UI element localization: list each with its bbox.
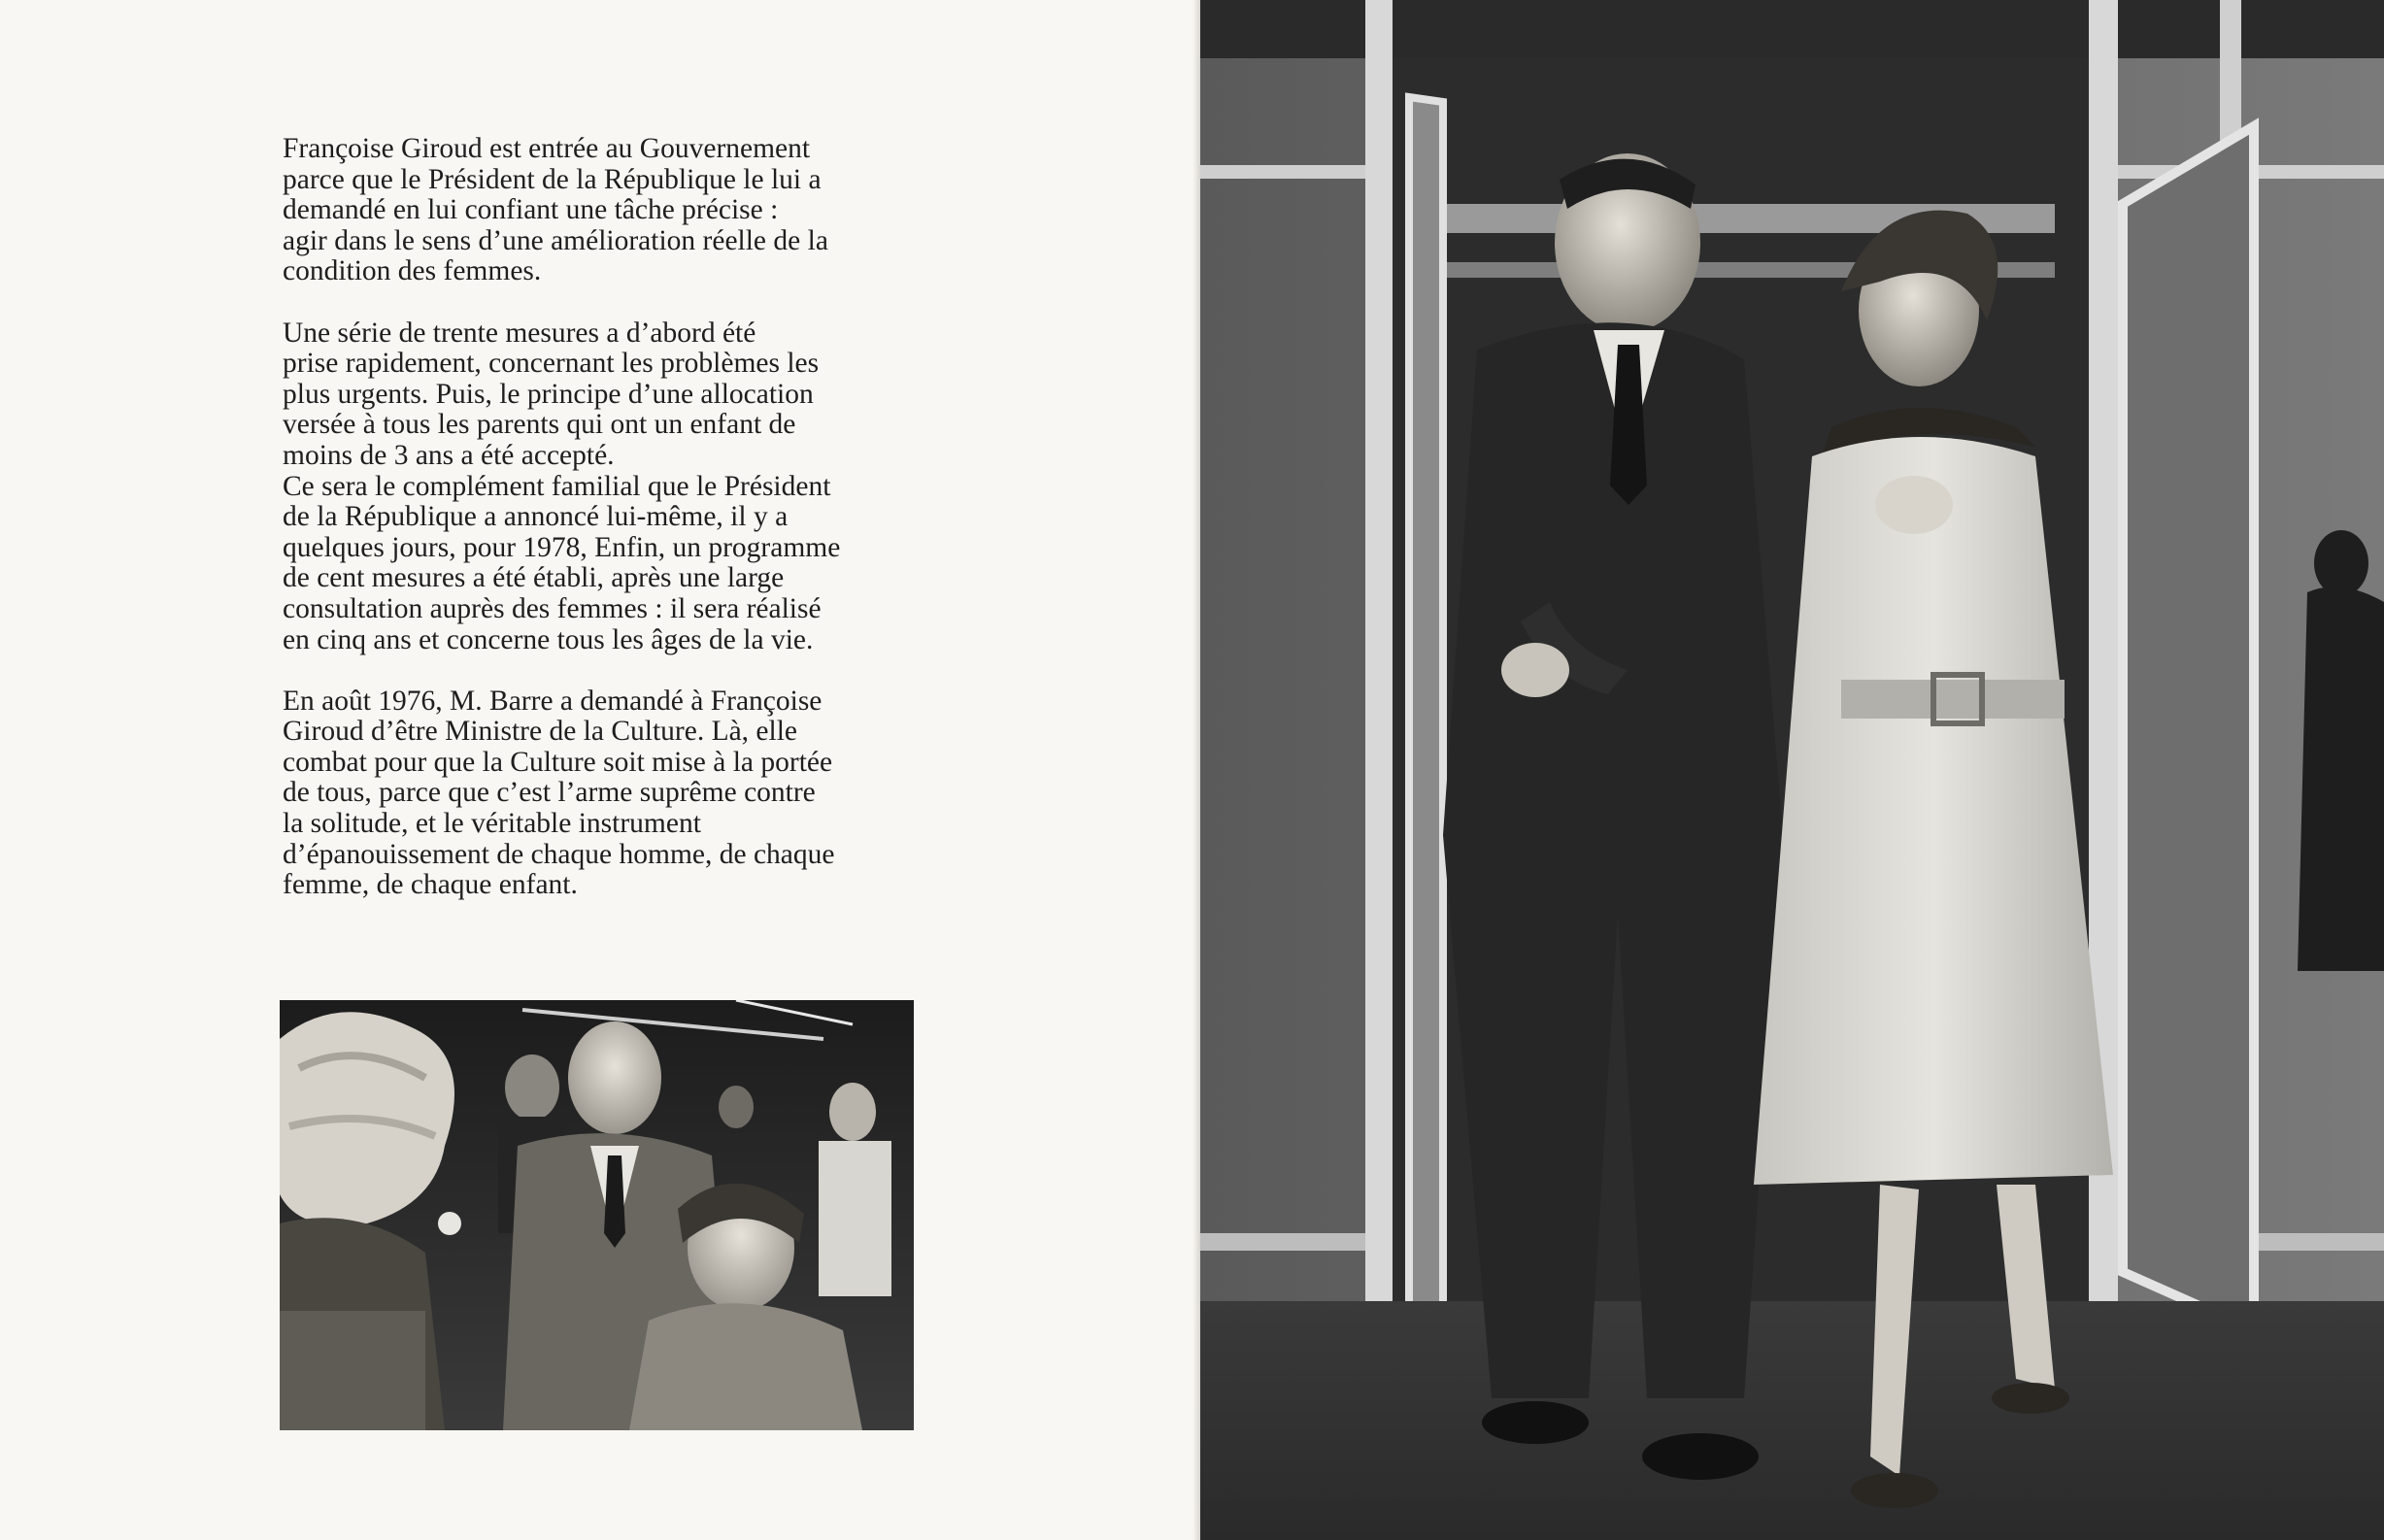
text-line: d’épanouissement de chaque homme, de chaque xyxy=(283,838,835,870)
text-line: Une série de trente mesures a d’abord été xyxy=(283,317,756,349)
text-line: la solitude, et le véritable instrument xyxy=(283,808,701,840)
paragraph-2 xyxy=(283,318,962,656)
text-line: en cinq ans et concerne tous les âges de la vie. xyxy=(283,623,814,655)
body-text xyxy=(283,134,962,931)
text-line: parce que le Président de la République le lui a xyxy=(283,163,822,195)
text-line: demandé en lui confiant une tâche précise : xyxy=(283,194,779,226)
text-line: prise rapidement, concernant les problèmes les xyxy=(283,348,820,380)
text-line: de tous, parce que c’est l’arme suprême contre xyxy=(283,777,816,809)
paragraph-3 xyxy=(283,686,962,901)
text-line: de la République a annoncé lui-même, il y a xyxy=(283,501,789,533)
text-line: moins de 3 ans a été accepté. xyxy=(283,439,615,471)
text-line: quelques jours, pour 1978, Enfin, un programme xyxy=(283,531,841,563)
doorway-photo-illustration xyxy=(1200,0,2384,1540)
text-line: condition des femmes. xyxy=(283,255,542,287)
crowd-photo xyxy=(280,1000,914,1430)
text-line: femme, de chaque enfant. xyxy=(283,869,578,901)
text-line: Françoise Giroud est entrée au Gouvernement xyxy=(283,133,811,164)
crowd-photo-illustration xyxy=(280,1000,914,1430)
text-line: Ce sera le complément familial que le Président xyxy=(283,470,831,502)
doorway-photo xyxy=(1200,0,2384,1540)
text-line: de cent mesures a été établi, après une large xyxy=(283,562,785,594)
text-line: versée à tous les parents qui ont un enfant de xyxy=(283,409,796,441)
page-fold xyxy=(1192,0,1200,1540)
text-line: combat pour que la Culture soit mise à la portée xyxy=(283,746,833,778)
text-line: plus urgents. Puis, le principe d’une allocation xyxy=(283,378,814,410)
text-line: En août 1976, M. Barre a demandé à Françoise xyxy=(283,685,823,717)
text-line: agir dans le sens d’une amélioration réelle de la xyxy=(283,224,828,256)
text-line: Giroud d’être Ministre de la Culture. Là, elle xyxy=(283,716,798,748)
paragraph-1 xyxy=(283,134,962,287)
text-line: consultation auprès des femmes : il sera réalisé xyxy=(283,592,822,624)
